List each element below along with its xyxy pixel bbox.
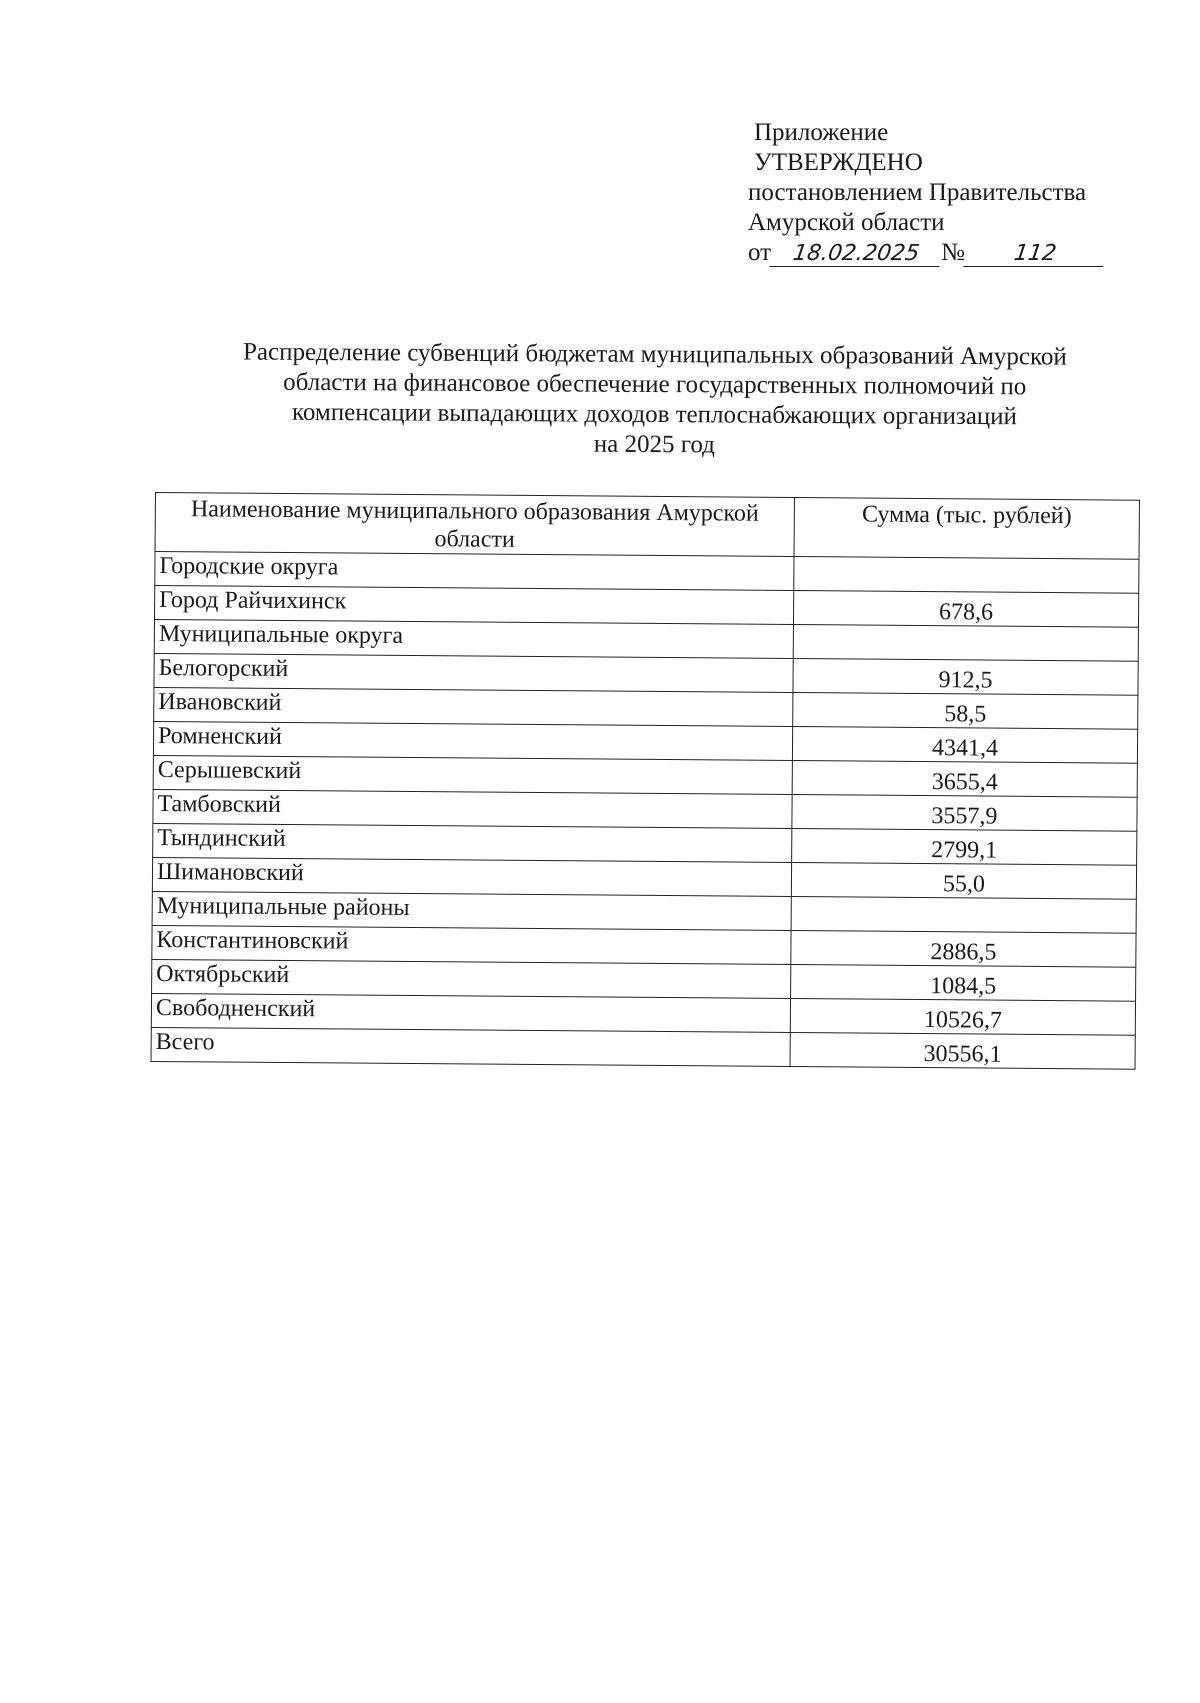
subvention-sum: 2886,5: [791, 931, 1136, 968]
column-header-municipality: Наименование муниципального образования Амурской области: [155, 493, 794, 557]
municipality-name: Серышевский: [153, 755, 792, 794]
table-header-row: [155, 493, 1139, 560]
title-line-1: Распределение субвенций бюджетам муниципальных образований Амурской: [242, 338, 1067, 371]
subvention-sum: 912,5: [793, 659, 1138, 696]
municipality-name: Шимановский: [152, 857, 791, 896]
subvention-sum: 55,0: [791, 863, 1136, 900]
municipality-name: Белогорский: [154, 653, 793, 692]
number-label: №: [941, 239, 965, 266]
approval-block: [748, 118, 1105, 268]
appendix-label: Приложение: [754, 119, 889, 146]
municipality-name: Муниципальные районы: [152, 891, 791, 930]
date-prefix: от: [748, 239, 772, 266]
column-header-sum: Сумма (тыс. рублей): [794, 498, 1139, 560]
subvention-sum: [791, 897, 1136, 934]
subvention-sum: 2799,1: [792, 829, 1137, 866]
municipality-name: Тындинский: [153, 823, 792, 862]
municipality-name: Свободненский: [151, 993, 790, 1032]
subvention-sum: 678,6: [793, 591, 1138, 628]
table-row: [151, 1027, 1135, 1069]
handwritten-number: 112: [963, 242, 1107, 267]
municipality-name: Всего: [151, 1027, 790, 1066]
municipality-name: Городские округа: [155, 552, 794, 591]
document-title: [159, 337, 1150, 463]
subvention-sum: 3557,9: [792, 795, 1137, 832]
municipality-name: Тамбовский: [153, 789, 792, 828]
resolution-label: постановлением Правительства: [748, 179, 1087, 206]
subvention-sum: [794, 557, 1139, 594]
municipality-name: Константиновский: [152, 925, 791, 964]
municipality-name: Ромненский: [153, 721, 792, 760]
title-line-2: области на финансовое обеспечение государственных полномочий по: [283, 368, 1027, 401]
subvention-sum: 3655,4: [792, 761, 1137, 798]
region-label: Амурской области: [748, 209, 945, 236]
distribution-table: [151, 492, 1140, 1070]
municipality-name: Ивановский: [154, 687, 793, 726]
date-line: [748, 238, 1105, 268]
municipality-name: Город Райчихинск: [154, 586, 793, 625]
municipality-name: Муниципальные округа: [154, 620, 793, 659]
subvention-sum: 4341,4: [792, 727, 1137, 764]
handwritten-date: 18.02.2025: [769, 242, 943, 267]
municipality-name: Октябрьский: [152, 959, 791, 998]
subvention-sum: 10526,7: [790, 999, 1135, 1036]
subvention-sum: 1084,5: [791, 965, 1136, 1002]
title-line-4: на 2025 год: [593, 430, 715, 459]
distribution-table-wrap: [151, 492, 1140, 1070]
subvention-sum: [793, 625, 1138, 662]
subvention-sum: 58,5: [793, 693, 1138, 730]
subvention-sum: 30556,1: [790, 1033, 1135, 1070]
approved-label: УТВЕРЖДЕНО: [754, 149, 923, 176]
title-line-3: компенсации выпадающих доходов теплоснабжающих организаций: [291, 398, 1018, 431]
